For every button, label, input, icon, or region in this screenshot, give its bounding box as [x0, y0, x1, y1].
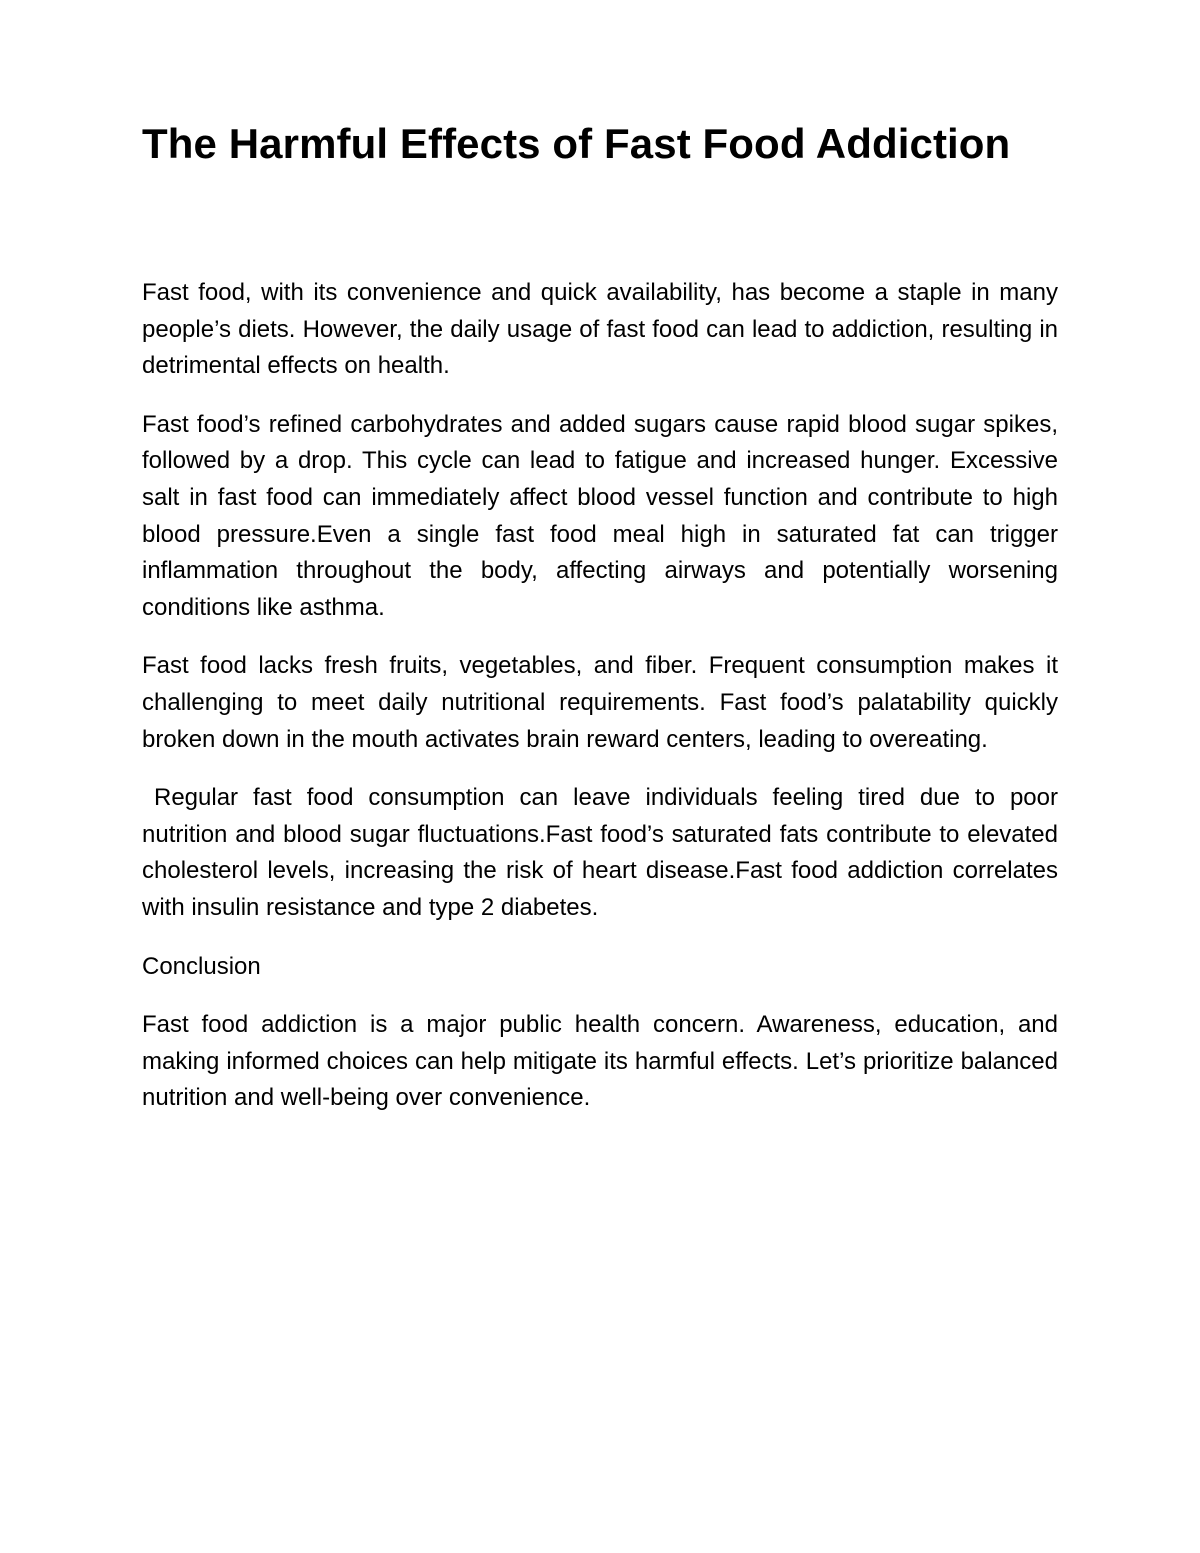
document-title: The Harmful Effects of Fast Food Addiction [142, 120, 1011, 167]
paragraph-blood-sugar: Fast food’s refined carbohydrates and added sugars cause rapid blood sugar spikes, followed by a drop. This cycle can lead to fatigue and increased hunger. Excessive salt in fast food can immediately affect blood vessel function and contribute to high blood pressure.Even a single fast food meal high in saturated fat can trigger inflammation throughout the body, affecting airways and potentially worsening conditions like asthma. [142, 410, 1058, 621]
document-body [142, 275, 1058, 1117]
document-page [142, 118, 1058, 1139]
paragraph-nutrition: Fast food lacks fresh fruits, vegetables, and fiber. Frequent consumption makes it challenging to meet daily nutritional requirements. Fast food’s palatability quickly broken down in the mouth activates brain reward centers, leading to overeating. [142, 652, 1058, 753]
paragraph-intro: Fast food, with its convenience and quick availability, has become a staple in many people’s diets. However, the daily usage of fast food can lead to addiction, resulting in detrimental effects on health. [142, 279, 1058, 380]
conclusion-heading: Conclusion [142, 952, 261, 980]
paragraph-health-risks: Regular fast food consumption can leave individuals feeling tired due to poor nutrition and blood sugar fluctuations.Fast food’s saturated fats contribute to elevated cholesterol levels, increasing the risk of heart disease.Fast food addiction correlates with insulin resistance and type 2 diabetes. [142, 784, 1058, 921]
paragraph-conclusion: Fast food addiction is a major public health concern. Awareness, education, and making informed choices can help mitigate its harmful effects. Let’s prioritize balanced nutrition and well-being over convenience. [142, 1011, 1058, 1112]
